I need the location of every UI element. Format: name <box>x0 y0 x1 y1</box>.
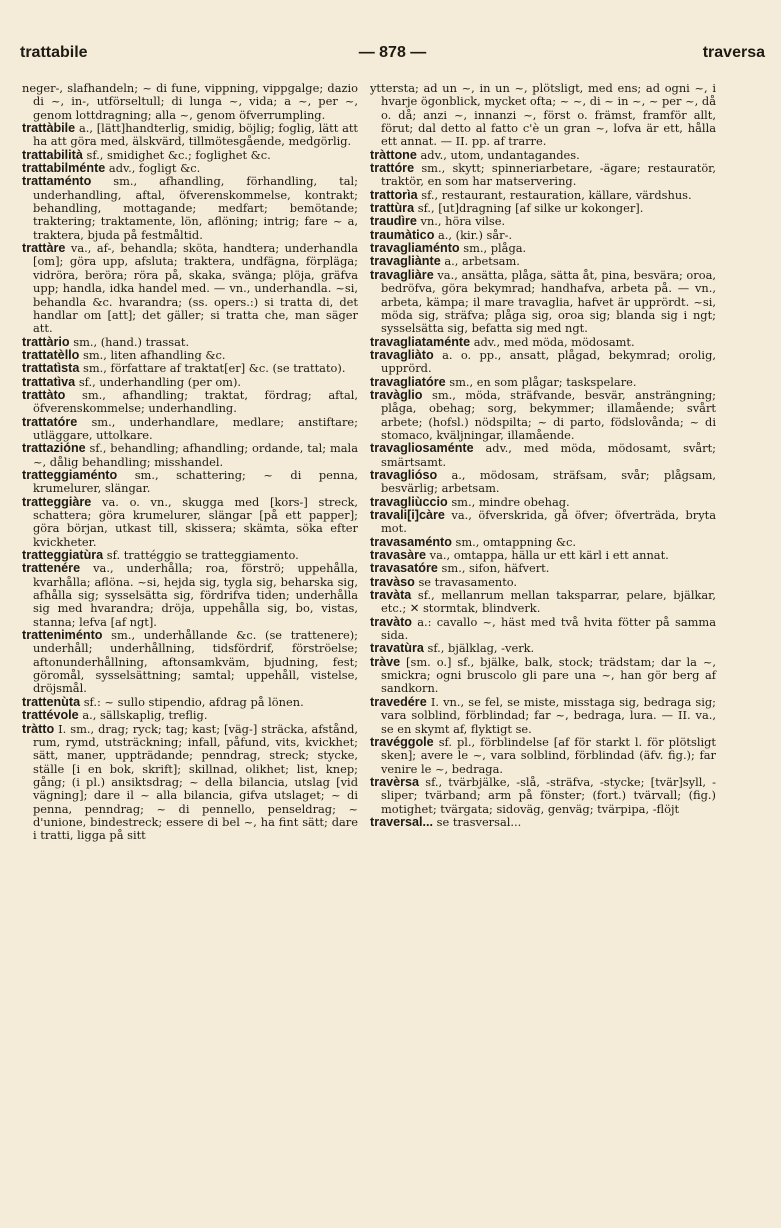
entry-definition: [sm. o.] sf., bjälke, balk, stock; trädstam; dar la ~, smickra; ogni bruscolo gli pare una ~, han gör berg af sandkorn. <box>381 654 717 696</box>
entry-headword: trattévole <box>22 708 79 723</box>
left-column <box>22 82 358 843</box>
entry-headword: travedére <box>370 694 427 709</box>
entry-definition: I. sm., drag; ryck; tag; kast; [väg-] sträcka, afstånd, rum, rymd, utsträckning; infall, påfund, vits, kvickhet; sätt, maner, uppträdande; penndrag, streck; stycke, ställe [i en bok, skrift]; skillnad, olikhet; list, knep; gång; (i pl.) ansiktsdrag; ~ della bilancia, utslag [vid vägning]; dare il ~ alla bilancia, gifva utslaget; ~ di penna, penndrag; ~ di pennello, penseldrag; ~ d'unione, bindestreck; essere di bel ~, ha fint sätt; dare i tratti, ligga på sitt <box>33 721 358 843</box>
entry-headword: travagliàto <box>370 347 434 362</box>
entry-headword: travéggole <box>370 734 434 749</box>
entry-headword: tràtto <box>22 721 55 736</box>
entry-definition: sf. trattéggio se tratteggiamento. <box>106 548 299 563</box>
dictionary-entry <box>22 696 358 709</box>
dictionary-entry <box>370 376 716 389</box>
dictionary-entry <box>22 562 358 629</box>
entry-headword: trattorìa <box>370 187 418 202</box>
dictionary-entry <box>22 122 358 149</box>
dictionary-entry <box>22 723 358 843</box>
entry-headword: travatùra <box>370 641 424 656</box>
dictionary-entry <box>22 242 358 335</box>
entry-definition: vn., höra vilse. <box>420 214 506 229</box>
entry-headword: trattabilménte <box>22 161 106 176</box>
entry-definition: a., mödosam, sträfsam, svår; plågsam, besvärlig; arbetsam. <box>381 467 716 496</box>
entry-headword: trattenùta <box>22 694 81 709</box>
entry-definition: sm., omtappning &c. <box>455 534 577 549</box>
dictionary-entry <box>370 162 716 189</box>
entry-definition: se trasversal... <box>436 814 522 829</box>
entry-headword: trattabilità <box>22 147 83 162</box>
entry-definition: sm., afhandling; traktat, fördrag; aftal, öfverenskommelse; underhandling. <box>33 387 358 416</box>
dictionary-entry <box>22 376 358 389</box>
entry-definition: sf., tvärbjälke, -slå, -sträfva, -stycke; [tvär]syll, -sliper; tvärband; arm på fönster; (fort.) tvärvall; (fig.) motighet; tvärgata; sidoväg, genväg; tvärpipa, -flöjt <box>381 774 717 816</box>
entry-definition: va., omtappa, hälla ur ett kärl i ett annat. <box>429 548 669 563</box>
entry-headword: travagliàre <box>370 267 434 282</box>
entry-definition: neger-, slafhandeln; ~ di fune, vippning, vippgalge; dazio di ~, in-, utförseltull; di lunga ~, vida; a ~, per ~, genom lottdragning; alla ~, genom öfverrumpling. <box>22 81 358 122</box>
entry-headword: trattatìva <box>22 374 76 389</box>
dictionary-entry <box>22 416 358 443</box>
entry-definition: va., underhålla; roa, förströ; uppehålla, kvarhålla; aflöna. ~si, hejda sig, tygla sig, beharska sig, afhålla sig; sysselsätta sig, fördrifva tiden; underhålla sig med hvarandra; dröja, uppehålla sig, bo, vistas, stanna; lefva [af ngt]. <box>33 561 358 629</box>
entry-headword: tratteggiaménto <box>22 467 118 482</box>
entry-definition: sf., bjälklag, -verk. <box>427 641 535 656</box>
entry-definition: sm., sifon, häfvert. <box>441 561 550 576</box>
entry-definition: adv., fogligt &c. <box>108 161 201 176</box>
entry-headword: travàso <box>370 574 415 589</box>
dictionary-entry <box>370 776 716 816</box>
dictionary-entry <box>370 576 716 589</box>
dictionary-entry <box>370 736 716 776</box>
entry-definition: sm., skytt; spinneriarbetare, -ägare; restauratör, traktör, en som har matservering. <box>381 161 716 189</box>
entry-definition: sf., behandling; afhandling; ordande, tal; mala ~, dålig behandling; misshandel. <box>33 441 358 469</box>
dictionary-entry <box>22 82 358 122</box>
entry-definition: adv., utom, undantagandes. <box>420 147 580 162</box>
dictionary-entry <box>370 269 716 336</box>
entry-headword: trattaménto <box>22 174 92 189</box>
entry-definition: sf., smidighet &c.; foglighet &c. <box>86 147 271 162</box>
entry-definition: se travasamento. <box>418 574 518 589</box>
entry-definition: sm., författare af traktat[er] &c. (se trattato). <box>83 361 346 376</box>
entry-definition: a., sällskaplig, treflig. <box>82 708 208 723</box>
entry-headword: travagliataménte <box>370 334 471 349</box>
dictionary-entry <box>22 389 358 416</box>
entry-headword: travàto <box>370 614 412 629</box>
entry-definition: va. o. vn., skugga med [kors-] streck, schattera; göra krumelurer, slängar [på ett papper]; göra början, utkast till, skissera; skämta, söka efter kvickheter. <box>33 494 359 549</box>
entry-headword: travali[i]càre <box>370 508 445 522</box>
entry-headword: travèrsa <box>370 774 420 789</box>
entry-headword: travàglio <box>370 387 423 402</box>
entry-definition: sm., underhandlare, medlare; anstiftare; utläggare, uttolkare. <box>33 414 358 442</box>
dictionary-entry <box>370 149 716 162</box>
entry-headword: trattóre <box>370 161 415 176</box>
entry-headword: tratteggiàre <box>22 494 92 509</box>
entry-headword: tràttone <box>370 147 417 162</box>
dictionary-entry <box>370 536 716 549</box>
dictionary-entry <box>370 349 716 376</box>
entry-headword: trattàrio <box>22 334 70 349</box>
entry-headword: tràve <box>370 654 401 669</box>
entry-headword: trattenére <box>22 561 81 576</box>
header-right-guideword: traversa <box>702 44 765 61</box>
entry-definition: sf., mellanrum mellan taksparrar, pelare, bjälkar, etc.; ✕ stormtak, blindverk. <box>381 588 716 616</box>
entry-definition: sm., schattering; ~ di penna, krumelurer, slängar. <box>33 467 358 496</box>
dictionary-entry <box>22 149 358 162</box>
entry-definition: sm., mindre obehag. <box>451 494 570 509</box>
dictionary-entry <box>370 696 716 736</box>
entry-definition: sf., [ut]dragning [af silke ur kokonger]. <box>417 201 644 216</box>
dictionary-entry <box>370 336 716 349</box>
entry-headword: travagliùccio <box>370 494 448 509</box>
dictionary-entry <box>22 442 358 469</box>
dictionary-entry <box>22 175 358 242</box>
entry-headword: tratteggiatùra <box>22 548 104 563</box>
header-left-guideword: trattabile <box>20 44 88 61</box>
entry-definition: sf. pl., förblindelse [af för starkt l. för plötsligt sken]; avere le ~, vara solblind, förblindad (äfv. fig.); far venire le ~, bedraga. <box>381 734 717 776</box>
entry-definition: sm., möda, sträfvande, besvär, ansträngning; plåga, obehag; sorg, bekymmer; illamående; svårt arbete; (hofsl.) nödspilta; ~ di parto, födslovånda; ~ di stomaco, kväljningar, illamående. <box>381 387 716 442</box>
dictionary-entry <box>22 469 358 496</box>
entry-definition: sm., (hand.) trassat. <box>73 334 190 349</box>
right-column <box>370 82 716 829</box>
dictionary-entry <box>370 509 716 536</box>
entry-definition: sm., underhållande &c. (se trattenere); underhåll; underhållning, tidsfördrif, förströelse; aftonunderhållning, aftonsamkväm, bjudning, fest; göromål, sysselsättning; samtal; uppehåll, vistelse, dröjsmål. <box>33 628 358 696</box>
dictionary-entry <box>370 642 716 655</box>
entry-headword: travasaménto <box>370 534 452 549</box>
entry-headword: trattùra <box>370 201 415 216</box>
entry-headword: travagliaménto <box>370 241 460 256</box>
dictionary-entry <box>22 162 358 175</box>
dictionary-entry <box>370 656 716 696</box>
dictionary-entry <box>22 629 358 696</box>
entry-definition: sm., afhandling, förhandling, tal; underhandling, aftal, öfverenskommelse, kontrakt; behandling, mottagande; medfart; bemötande; traktering; traktamente, lön, aflöning; intrig; fare ~ a, traktera, bjuda på festmåltid. <box>33 174 358 242</box>
dictionary-entry <box>22 336 358 349</box>
dictionary-entry <box>370 589 716 616</box>
dictionary-entry <box>370 496 716 509</box>
entry-headword: trattàre <box>22 241 66 256</box>
entry-definition: I. vn., se fel, se miste, misstaga sig, bedraga sig; vara solblind, förblindad; far ~, bedraga, lura. — II. va., se en skymt af, flyktigt se. <box>381 694 717 736</box>
dictionary-entry <box>370 616 716 643</box>
dictionary-entry <box>370 82 716 149</box>
dictionary-entry <box>370 202 716 215</box>
entry-definition: sm., liten afhandling &c. <box>83 347 226 362</box>
entry-definition: va., öfverskrida, gå öfver; öfverträda, bryta mot. <box>381 508 717 536</box>
entry-definition: a., arbetsam. <box>444 254 520 269</box>
entry-definition: a., [lätt]handterlig, smidig, böjlig; foglig, lätt att ha att göra med, älskvärd, tillmötesgående, medgörlig. <box>33 121 359 149</box>
dictionary-entry <box>22 349 358 362</box>
entry-headword: trattatóre <box>22 414 78 429</box>
entry-definition: yttersta; ad un ~, in un ~, plötsligt, med ens; ad ogni ~, i hvarje ögonblick, mycket ofta; ~ ~, di ~ in ~, ~ per ~, då o. då; anzi ~, innanzi ~, först o. främst, framför allt, förut; dal detto al fatto c'è un gran ~, lofva är ett, hålla ett annat. — II. pp. af trarre. <box>370 81 716 149</box>
page-header <box>20 44 765 66</box>
entry-definition: sm., plåga. <box>463 241 527 256</box>
dictionary-entry <box>370 242 716 255</box>
entry-headword: travasàre <box>370 548 427 563</box>
entry-definition: a., (kir.) sår-. <box>438 227 513 242</box>
entry-definition: adv., med möda, mödosamt. <box>473 334 635 349</box>
dictionary-entry <box>370 469 716 496</box>
entry-headword: travaglióso <box>370 467 438 482</box>
entry-definition: adv., med möda, mödosamt, svårt; smärtsamt. <box>381 441 716 469</box>
entry-definition: a.: cavallo ~, häst med två hvita fötter på samma sida. <box>381 614 716 643</box>
entry-definition: sf.: ~ sullo stipendio, afdrag på lönen. <box>83 694 304 709</box>
dictionary-entry <box>370 816 716 829</box>
entry-headword: traumàtico <box>370 227 435 242</box>
entry-headword: travagliosaménte <box>370 441 474 456</box>
entry-headword: travagliatóre <box>370 374 446 389</box>
entry-definition: va., af-, behandla; sköta, handtera; underhandla [om]; göra upp, afsluta; traktera, undfägna, förpläga; vidröra, beröra; röra på, skaka, svänga; plöja, gräfva upp; handla, idka handel med. — vn., underhandla. ~si, behandla &c. hvarandra; (ss. opers.:) si tratta di, det handlar om [att]; det gäller; si tratta che, man säger att. <box>33 241 359 336</box>
entry-headword: trattàbile <box>22 121 76 136</box>
entry-definition: sm., en som plågar; taskspelare. <box>449 374 637 389</box>
entry-definition: sf., restaurant, restauration, källare, värdshus. <box>421 187 692 202</box>
dictionary-entry <box>370 215 716 228</box>
entry-headword: travàta <box>370 588 412 603</box>
dictionary-entry <box>22 496 358 549</box>
dictionary-entry <box>22 709 358 722</box>
dictionary-entry <box>370 189 716 202</box>
dictionary-entry <box>370 562 716 575</box>
dictionary-entry <box>370 549 716 562</box>
entry-headword: trattàto <box>22 387 66 402</box>
entry-definition: sf., underhandling (per om). <box>78 374 242 389</box>
entry-definition: a. o. pp., ansatt, plågad, bekymrad; orolig, upprörd. <box>381 347 716 376</box>
dictionary-entry <box>22 362 358 375</box>
entry-headword: traudìre <box>370 214 417 229</box>
entry-headword: travagliànte <box>370 254 441 269</box>
entry-headword: travasatóre <box>370 561 438 576</box>
entry-headword: trattatìsta <box>22 361 80 376</box>
entry-headword: tratteniménto <box>22 628 103 643</box>
dictionary-entry <box>370 442 716 469</box>
entry-headword: traversal... <box>370 814 434 829</box>
entry-headword: trattatèllo <box>22 347 80 362</box>
dictionary-entry <box>370 255 716 268</box>
dictionary-entry <box>22 549 358 562</box>
dictionary-entry <box>370 229 716 242</box>
entry-definition: va., ansätta, plåga, sätta åt, pina, besvära; oroa, bedröfva, göra bekymrad; handhafva, arbeta på. — vn., arbeta, kämpa; il mare travaglia, hafvet är upprördt. ~si, möda sig, sträfva; plåga sig, oroa sig; blanda sig i ngt; sysselsätta sig, befatta sig med ngt. <box>381 267 717 336</box>
page-number: — 878 — <box>358 44 427 61</box>
dictionary-entry <box>370 389 716 442</box>
entry-headword: trattazióne <box>22 441 86 456</box>
